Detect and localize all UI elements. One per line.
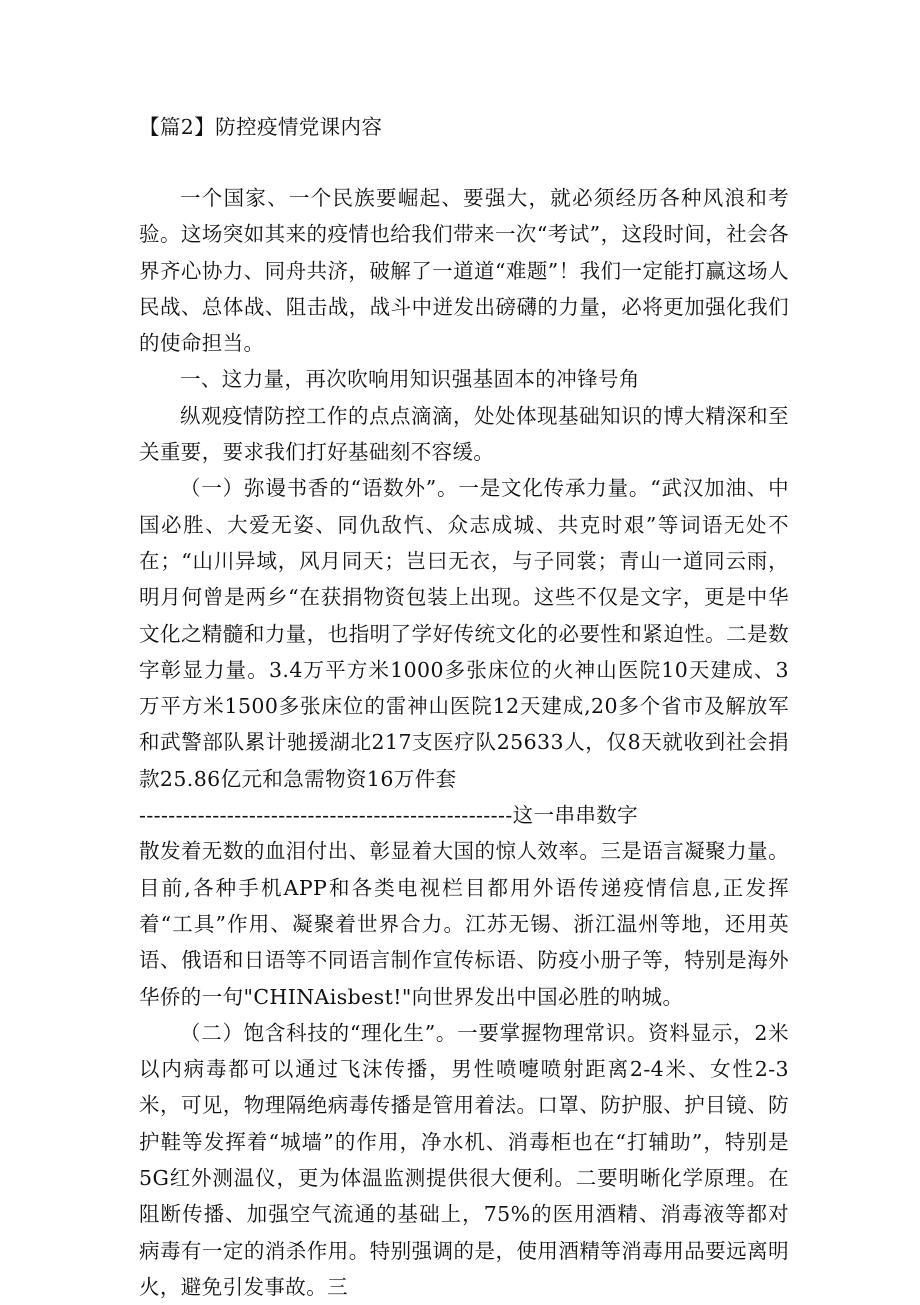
section-one-paragraph: 纵观疫情防控工作的点点滴滴，处处体现基础知识的博大精深和至关重要，要求我们打好基础刻不容缓。 bbox=[139, 403, 789, 465]
dash-line: ---------------------------------------------------这一串串数字 bbox=[139, 803, 639, 828]
subsection-one-paragraph: （一）弥谩书香的“语数外”。一是文化传承力量。“武汉加油、中国必胜、大爱无姿、同仇敌忾、众志成城、共克时艰”等词语无处不在；“山川异域，风月同天；岂曰无衣，与子同裳；青山一道同云雨，明月何曾是两乡“在获捐物资包装上出现。这些不仅是文字，更是中华文化之精髓和力量，也指明了学好传统文化的必要性和紧迫性。二是数字彰显力量。3.4万平方米1000多张床位的火神山医院10天建成、3万平方米1500多张床位的雷神山医院12天建成,20多个省市及解放军和武警部队累计驰援湖北217支医疗队25633人，仅8天就收到社会捐款25.86亿元和急需物资16万件套 bbox=[139, 476, 789, 791]
document-title: 【篇2】防控疫情党课内容 bbox=[139, 115, 383, 139]
document-page bbox=[139, 108, 789, 1305]
subsection-two-paragraph: （二）饱含科技的“理化生”。一要掌握物理常识。资料显示，2米以内病毒都可以通过飞沫传播，男性喷嚏喷射距离2-4米、女性2-3米，可见，物理隔绝病毒传播是管用着法。口罩、防护服、护目镜、防护鞋等发挥着“城墙”的作用，净水机、消毒柜也在“打辅助”，特别是5G红外测温仪，更为体温监测提供很大便利。二要明晰化学原理。在阻断传播、加强空气流通的基础上，75%的医用酒精、消毒液等都对病毒有一定的消杀作用。特别强调的是，使用酒精等消毒用品要远离明火，避免引发事故。三 bbox=[139, 1020, 789, 1299]
section-heading-one: 一、这力量，再次吹响用知识强基固本的冲锋号角 bbox=[180, 367, 640, 392]
intro-paragraph: 一个国家、一个民族要崛起、要强大，就必须经历各种风浪和考验。这场突如其来的疫情也给我们带来一次“考试”，这段时间，社会各界齐心协力、同舟共济，破解了一道道“难题”！我们一定能打赢这场人民战、总体战、阻击战，战斗中迸发出磅礴的力量，必将更加强化我们的使命担当。 bbox=[139, 186, 789, 356]
subsection-one-continued: 散发着无数的血泪付出、彰显着大国的惊人效率。三是语言凝聚力量。目前,各种手机APP和各类电视栏目都用外语传递疫情信息,正发挥着“工具”作用、凝聚着世界合力。江苏无锡、浙江温州等地，还用英语、俄语和日语等不同语言制作宣传标语、防疫小册子等，特别是海外华侨的一句"CHINAisbest!"向世界发出中国必胜的呐城。 bbox=[139, 839, 789, 1009]
document-body bbox=[139, 180, 789, 1305]
